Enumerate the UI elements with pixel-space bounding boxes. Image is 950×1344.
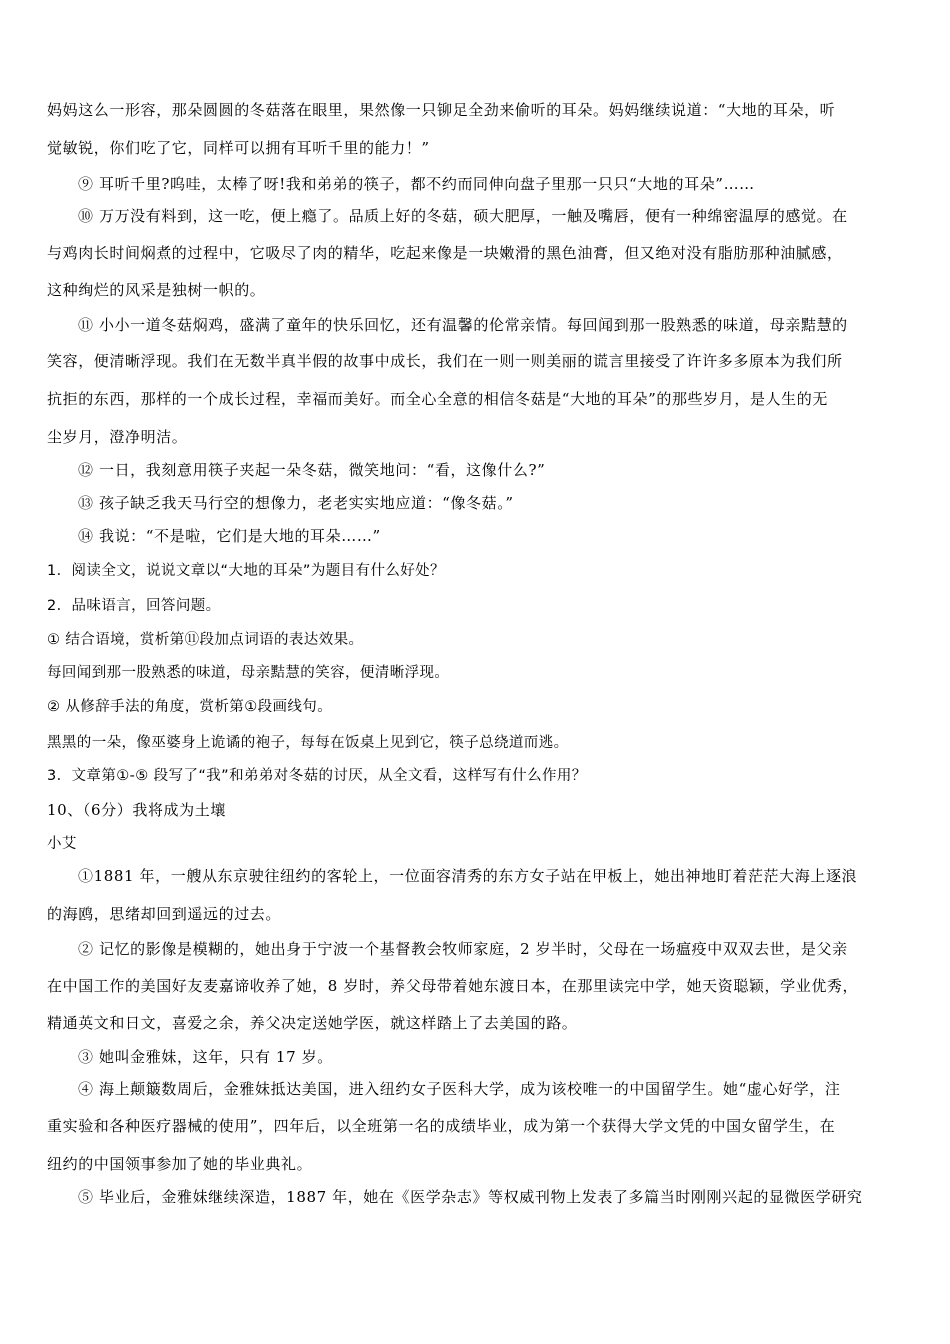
text-line: 纽约的中国领事参加了她的毕业典礼。 — [47, 1155, 313, 1173]
author-line: 小艾 — [47, 836, 77, 852]
section-heading: 10、（6分）我将成为土壤 — [47, 801, 226, 819]
text-line: ⑪ 小小一道冬菇焖鸡，盛满了童年的快乐回忆，还有温馨的伦常亲情。每回闻到那一股熟悉的味道，母亲黠慧的 — [78, 316, 848, 334]
question-line: 3．文章第①-⑤ 段写了“我”和弟弟对冬菇的讨厌，从全文看，这样写有什么作用？ — [47, 768, 587, 784]
text-line: 妈妈这么一形容，那朵圆圆的冬菇落在眼里，果然像一只铆足全劲来偷听的耳朵。妈妈继续说道：“大地的耳朵，听 — [47, 101, 836, 119]
text-line: ⑩ 万万没有料到，这一吃，便上瘾了。品质上好的冬菇，硕大肥厚，一触及嘴唇，便有一种绵密温厚的感觉。在 — [78, 207, 848, 225]
text-line: 在中国工作的美国好友麦嘉谛收养了她，8 岁时，养父母带着她东渡日本，在那里读完中学，她天资聪颖，学业优秀， — [47, 977, 859, 995]
question-line: 每回闻到那一股熟悉的味道，母亲黠慧的笑容，便清晰浮现。 — [47, 665, 450, 681]
text-line: 精通英文和日文，喜爱之余，养父决定送她学医，就这样踏上了去美国的路。 — [47, 1014, 578, 1032]
text-line: ⑤ 毕业后，金雅妹继续深造，1887 年，她在《医学杂志》等权威刊物上发表了多篇当时刚刚兴起的显微医学研究 — [78, 1188, 863, 1206]
text-line: 的海鸥，思绪却回到遥远的过去。 — [47, 905, 282, 923]
question-line: ② 从修辞手法的角度，赏析第①段画线句。 — [47, 699, 333, 715]
text-line: ② 记忆的影像是模糊的，她出身于宁波一个基督教会牧师家庭，2 岁半时，父母在一场瘟疫中双双去世，是父亲 — [78, 940, 848, 958]
text-line: ⑫ 一日，我刻意用筷子夹起一朵冬菇，微笑地问：“看，这像什么?” — [78, 461, 546, 479]
text-line: ⑨ 耳听千里?呜哇，太棒了呀!我和弟弟的筷子，都不约而同伸向盘子里那一只只“大地的耳朵”…… — [78, 175, 755, 193]
text-line: 与鸡肉长时间焖煮的过程中，它吸尽了肉的精华，吃起来像是一块嫩滑的黑色油膏，但又绝对没有脂肪那种油腻感， — [47, 244, 843, 262]
question-line: ① 结合语境，赏析第⑪段加点词语的表达效果。 — [47, 632, 364, 648]
text-line: ④ 海上颠簸数周后，金雅妹抵达美国，进入纽约女子医科大学，成为该校唯一的中国留学生。她“虚心好学，注 — [78, 1080, 841, 1098]
text-line: 重实验和各种医疗器械的使用”，四年后，以全班第一名的成绩毕业，成为第一个获得大学文凭的中国女留学生，在 — [47, 1117, 836, 1135]
text-line: ③ 她叫金雅妹，这年，只有 17 岁。 — [78, 1048, 333, 1066]
text-line: 抗拒的东西，那样的一个成长过程，幸福而美好。而全心全意的相信冬菇是“大地的耳朵”的那些岁月，是人生的无 — [47, 390, 828, 408]
text-line: ⑭ 我说：“不是啦，它们是大地的耳朵……” — [78, 527, 381, 545]
text-line: 笑容，便清晰浮现。我们在无数半真半假的故事中成长，我们在一则一则美丽的谎言里接受了许许多多原本为我们所 — [47, 352, 843, 370]
text-line: 这种绚烂的风采是独树一帜的。 — [47, 281, 266, 299]
text-line: 觉敏锐，你们吃了它，同样可以拥有耳听千里的能力！” — [47, 139, 430, 157]
text-line: ⑬ 孩子缺乏我天马行空的想像力，老老实实地应道：“像冬菇。” — [78, 494, 514, 512]
text-line: 尘岁月，澄净明洁。 — [47, 428, 188, 446]
question-line: 2．品味语言，回答问题。 — [47, 598, 221, 614]
question-line: 1．阅读全文，说说文章以“大地的耳朵”为题目有什么好处？ — [47, 563, 445, 579]
question-line: 黑黑的一朵，像巫婆身上诡谲的袍子，每每在饭桌上见到它，筷子总绕道而逃。 — [47, 735, 569, 751]
text-line: ①1881 年，一艘从东京驶往纽约的客轮上，一位面容清秀的东方女子站在甲板上，她出神地盯着茫茫大海上逐浪 — [78, 867, 858, 885]
